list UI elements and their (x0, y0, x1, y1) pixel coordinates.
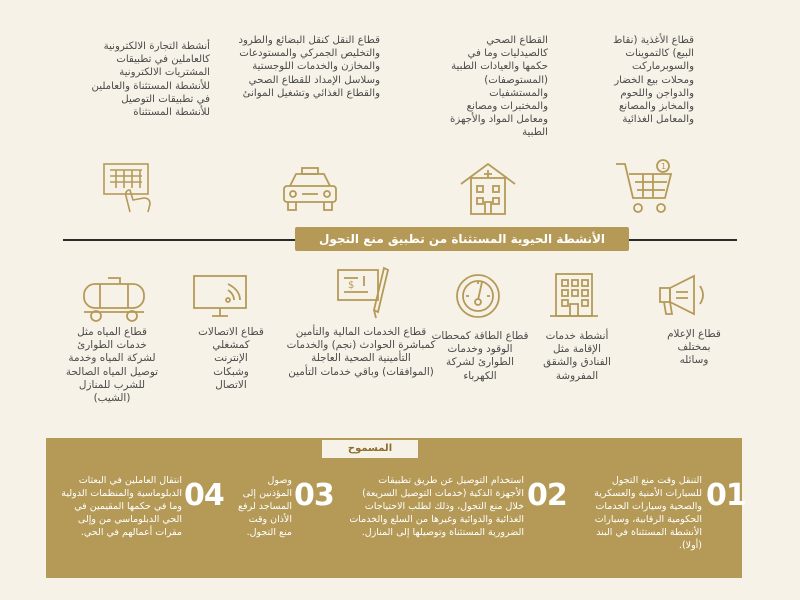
sector-transport-text: قطاع النقل كنقل البضائع والطرود والتخليص الجمركي والمستودعات والمخازن والخدمات اللوجستية وسلاسل الإمداد للقطاع الصحي والقطاع الغذائي وتشغيل الموانئ (238, 35, 380, 99)
sector-hotels (538, 330, 616, 383)
sector-media (662, 328, 726, 368)
gauge-icon (452, 270, 504, 320)
allowed-item-4-text: انتقال العاملين في البعثات الدبلوماسية والمنظمات الدولية وما في حكمها المقيمين في الحي الدبلوماسي من وإلى مقرات أعمالهم في الحي. (61, 475, 182, 538)
sector-energy-text: قطاع الطاقة كمحطات الوقود وخدمات الطوارئ لشركة الكهرباء (431, 330, 529, 382)
sector-water-text: قطاع المياه مثل خدمات الطوارئ لشركة المياه وخدمة توصيل المياه الصالحة للشرب للمنازل (الشيب) (65, 326, 159, 405)
sector-health-text: القطاع الصحي كالصيدليات وما في حكمها والعيادات الطبية (المستوصفات) والمستشفيات والمختبرات ومصانع ومعامل المواد والأجهزة الطبية (449, 35, 548, 139)
allowed-item-3-number: 03 (294, 478, 334, 513)
sector-ecommerce-text: أنشطة التجارة الالكترونية كالعاملين في تطبيقات المشتريات الالكترونية للأنشطة المستثناة والعاملين في تطبيقات التوصيل للأنشطة المستثناة (91, 41, 210, 119)
sector-food-text: قطاع الأغذية (نقاط البيع) كالتموينات والسوبرماركت ومحلات بيع الخضار والدواجن واللحوم والمخابز والمصانع والمعامل الغذائية (613, 35, 694, 126)
touchscreen-hand-icon (100, 160, 160, 216)
shopping-cart-icon (613, 158, 675, 216)
water-tanker-icon (80, 274, 148, 324)
hotel-building-icon (548, 268, 600, 320)
svg-text:1: 1 (661, 162, 667, 171)
sector-transport (234, 34, 380, 100)
sector-ecommerce (90, 40, 210, 119)
allowed-title: المسموح (322, 440, 418, 458)
allowed-item-4-number: 04 (184, 478, 224, 513)
section-banner (63, 232, 737, 246)
banner-title: الأنشطة الحيوية المستثناة من تطبيق منع التجول (295, 227, 629, 251)
allowed-item-2-number: 02 (527, 478, 567, 513)
sector-finance-text: قطاع الخدمات المالية والتأمين كمباشرة الحوادث (نجم) والخدمات التأمينية الصحية العاجلة (الموافقات) وباقي خدمات التأمين (286, 326, 436, 378)
monitor-wifi-icon (190, 272, 250, 318)
sector-hotels-text: أنشطة خدمات الإقامة مثل الفنادق والشقق المفروشة (543, 330, 611, 382)
cheque-pen-icon (334, 264, 394, 322)
sector-water (64, 326, 160, 405)
sector-food (604, 34, 694, 126)
hospital-building-icon (457, 158, 519, 216)
megaphone-icon (656, 268, 712, 320)
sector-health (440, 34, 548, 140)
allowed-item-1-text: التنقل وقت منع التجول للسيارات الأمنية والعسكرية والصحية وسيارات الخدمات الحكومية الرقابية، وسيارات الأنشطة المستثناة في البند (أولا). (594, 475, 702, 551)
sector-finance (286, 326, 436, 379)
sector-energy (430, 330, 530, 383)
svg-text:$: $ (348, 280, 355, 291)
allowed-item-1-number: 01 (706, 478, 746, 513)
allowed-item-3-text: وصول المؤذنين إلى المساجد لرفع الأذان وقت منع التجول. (237, 475, 292, 538)
allowed-item-2-text: استخدام التوصيل عن طريق تطبيقات الأجهزة الذكية (خدمات التوصيل السريعة) خلال منع التجول، وذلك لطلب الاحتياجات الغذائية والدوائية وغيرها من السلع والخدمات الضرورية المستثناة وتوصيلها إلى المنازل. (349, 475, 524, 538)
sector-telecom (196, 326, 266, 392)
taxi-car-icon (280, 166, 340, 214)
sector-media-text: قطاع الإعلام بمختلف وسائله (667, 328, 721, 367)
sector-telecom-text: قطاع الاتصالات كمشغلي الإنترنت وشبكات الاتصال (198, 326, 264, 391)
